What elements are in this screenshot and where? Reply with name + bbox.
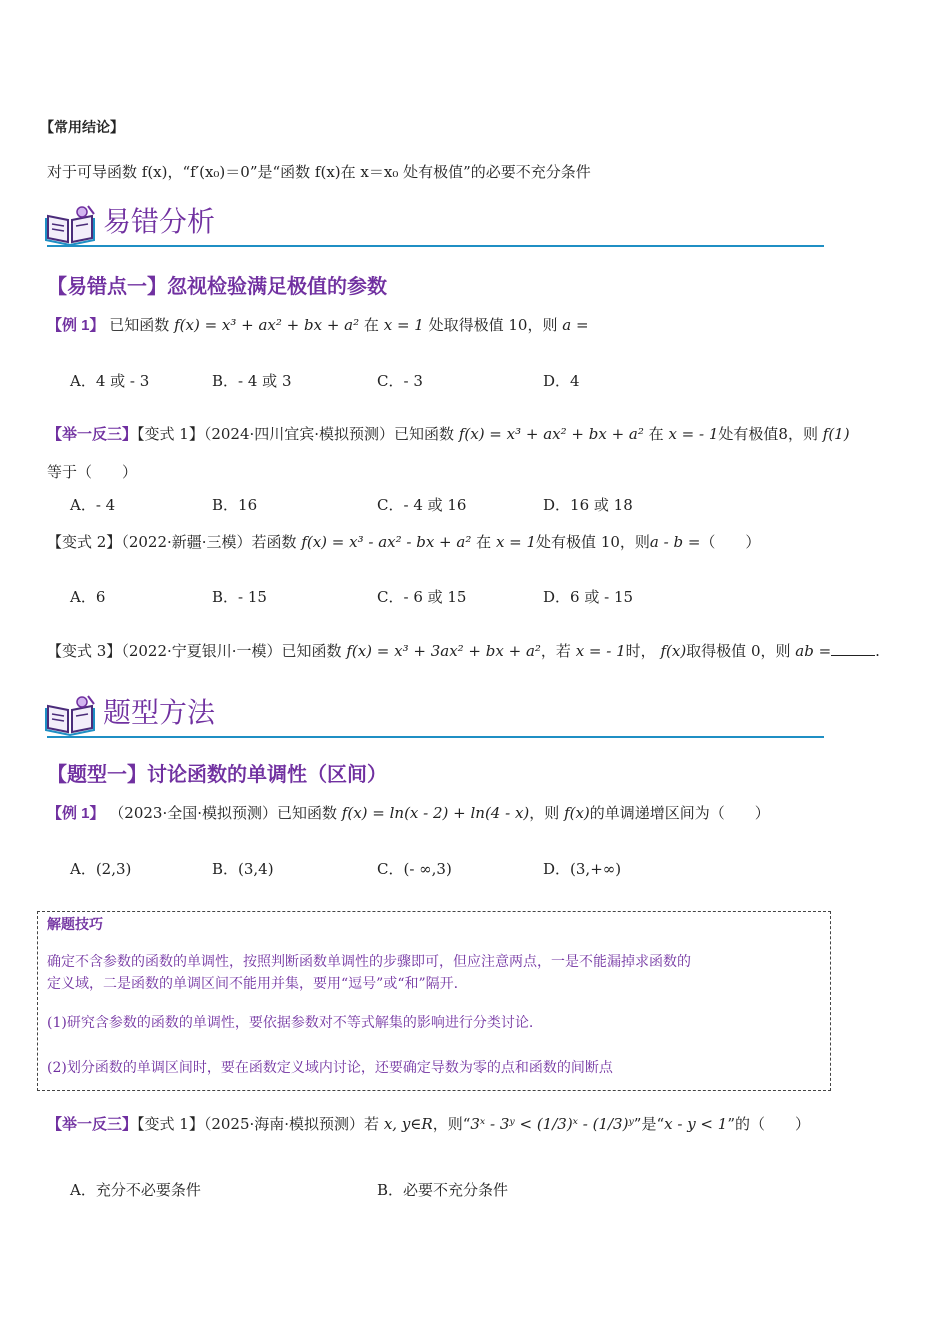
variant-expression: 3ˣ - 3ʸ < (1/3)ˣ - (1/3)ʸ xyxy=(470,1115,634,1133)
variant-tag: 【变式 1】 xyxy=(137,1115,204,1133)
conclusion-text: 对于可导函数 f(x)，“f′(x₀)＝0”是“函数 f(x)在 x＝x₀ 处有极值”的必要不充分条件 xyxy=(47,163,591,181)
variant-cond: x = 1 xyxy=(495,533,537,551)
option-a[interactable]: A．6 xyxy=(70,588,106,606)
example-pre: 已知函数 xyxy=(109,316,170,334)
variant-val: 8 xyxy=(778,425,788,443)
variant-tail: ，则 xyxy=(787,425,818,443)
example-tail: 的单调递增区间为（ ） xyxy=(589,804,770,822)
variant-post: 处有极值 10，则 xyxy=(536,533,650,551)
option-d[interactable]: D．6 或 - 15 xyxy=(543,588,634,606)
option-c[interactable]: C．- 3 xyxy=(377,372,423,390)
section-divider xyxy=(47,245,824,247)
option-a[interactable]: A．- 4 xyxy=(70,496,116,514)
variant-tail: （ ） xyxy=(700,533,761,551)
tips-title: 解题技巧 xyxy=(47,916,103,932)
error-point-title: 【易错点一】忽视检验满足极值的参数 xyxy=(47,276,387,298)
variant-mid: ，若 xyxy=(540,642,571,660)
variant-formula: f(x) = x³ - ax² - bx + a² xyxy=(301,533,472,551)
tips-paragraph-1a: 确定不含参数的函数的单调性，按照判断函数单调性的步骤即可，但应注意两点，一是不能漏掉求函数的 xyxy=(47,954,691,970)
variant-tag: 【变式 2】 xyxy=(47,533,122,551)
variant-source: （2024·四川宜宾·模拟预测）已知函数 xyxy=(203,425,455,443)
section-title-error-analysis: 易错分析 xyxy=(103,205,216,238)
variant-tag: 【变式 1】 xyxy=(137,425,204,443)
type-title: 【题型一】讨论函数的单调性（区间） xyxy=(47,764,387,786)
open-book-icon xyxy=(44,204,96,246)
example-mid: 在 xyxy=(363,316,379,334)
variant-mid: 在 xyxy=(476,533,492,551)
option-c[interactable]: C．- 4 或 16 xyxy=(377,496,467,514)
example-post: ，则 xyxy=(529,804,560,822)
example2-line xyxy=(47,802,770,823)
example1-line xyxy=(47,314,589,335)
variant2-line xyxy=(47,531,760,552)
variant-mid: ”是“ xyxy=(633,1115,665,1133)
option-b[interactable]: B．- 4 或 3 xyxy=(212,372,292,390)
section-divider xyxy=(47,736,824,738)
variant-post: 时， xyxy=(625,642,656,660)
option-a[interactable]: A．4 或 - 3 xyxy=(70,372,150,390)
option-d[interactable]: D．(3,+∞) xyxy=(543,860,622,878)
example-ask: a = xyxy=(562,316,589,334)
example-tag: 【例 1】 xyxy=(47,805,105,822)
option-a[interactable]: A．(2,3) xyxy=(70,860,132,878)
variant-source: （2022·宁夏银川·一模）已知函数 xyxy=(121,642,342,660)
variant-cond: x = - 1 xyxy=(668,425,719,443)
variant3-line xyxy=(47,640,880,661)
option-d[interactable]: D．16 或 18 xyxy=(543,496,633,514)
conclusion-title: 【常用结论】 xyxy=(40,119,124,135)
answer-blank[interactable] xyxy=(831,655,875,656)
variant-ask: f(1) xyxy=(822,425,850,443)
variant-tag: 【变式 3】 xyxy=(47,642,122,660)
variant-formula: f(x) = x³ + ax² + bx + a² xyxy=(458,425,644,443)
example-tag: 【例 1】 xyxy=(47,317,105,334)
example-cond: x = 1 xyxy=(383,316,424,334)
option-b[interactable]: B．16 xyxy=(212,496,258,514)
variant-ab: ab = xyxy=(795,642,832,660)
option-b[interactable]: B．必要不充分条件 xyxy=(377,1181,509,1199)
option-d[interactable]: D．4 xyxy=(543,372,580,390)
variant-tail: 取得极值 0，则 xyxy=(686,642,791,660)
option-a[interactable]: A．充分不必要条件 xyxy=(70,1181,201,1199)
variant-ask: f(x) xyxy=(660,642,687,660)
tips-paragraph-3: (2)划分函数的单调区间时，要在函数定义域内讨论，还要确定导数为零的点和函数的间断点 xyxy=(47,1060,613,1076)
variant-cond: x, y∈R xyxy=(383,1115,433,1133)
option-b[interactable]: B．(3,4) xyxy=(212,860,274,878)
variant1-line xyxy=(47,423,850,444)
variant-tail: ”的（ ） xyxy=(727,1115,810,1133)
option-b[interactable]: B．- 15 xyxy=(212,588,267,606)
example-post: 处取得极值 10，则 xyxy=(428,316,558,334)
variant4-line xyxy=(47,1113,810,1134)
variant-formula: f(x) = x³ + 3ax² + bx + a² xyxy=(346,642,541,660)
variant1-line2: 等于（ ） xyxy=(47,463,138,481)
variant-source: （2025·海南·模拟预测）若 xyxy=(203,1115,380,1133)
variant-end: . xyxy=(875,642,880,660)
option-c[interactable]: C．(- ∞,3) xyxy=(377,860,452,878)
option-c[interactable]: C．- 6 或 15 xyxy=(377,588,467,606)
variant-post: 处有极值 xyxy=(718,425,779,443)
practice-tag: 【举一反三】 xyxy=(47,426,138,443)
example-formula: f(x) = ln(x - 2) + ln(4 - x) xyxy=(341,804,530,822)
variant-mid: 在 xyxy=(648,425,664,443)
variant-cond: x = - 1 xyxy=(575,642,626,660)
example-ask: f(x) xyxy=(564,804,590,822)
practice-tag: 【举一反三】 xyxy=(47,1116,138,1133)
example-formula: f(x) = x³ + ax² + bx + a² xyxy=(174,316,360,334)
variant-ask: a - b = xyxy=(649,533,701,551)
variant-post: ，则“ xyxy=(432,1115,471,1133)
tips-paragraph-2: (1)研究含参数的函数的单调性，要依据参数对不等式解集的影响进行分类讨论. xyxy=(47,1015,534,1031)
tips-paragraph-1b: 定义域，二是函数的单调区间不能用并集，要用“逗号”或“和”隔开. xyxy=(47,976,459,992)
section-title-methods: 题型方法 xyxy=(103,696,216,729)
example-source: （2023·全国·模拟预测）已知函数 xyxy=(109,804,338,822)
variant-source: （2022·新疆·三模）若函数 xyxy=(121,533,297,551)
open-book-icon xyxy=(44,694,96,736)
variant-expression-2: x - y < 1 xyxy=(664,1115,728,1133)
